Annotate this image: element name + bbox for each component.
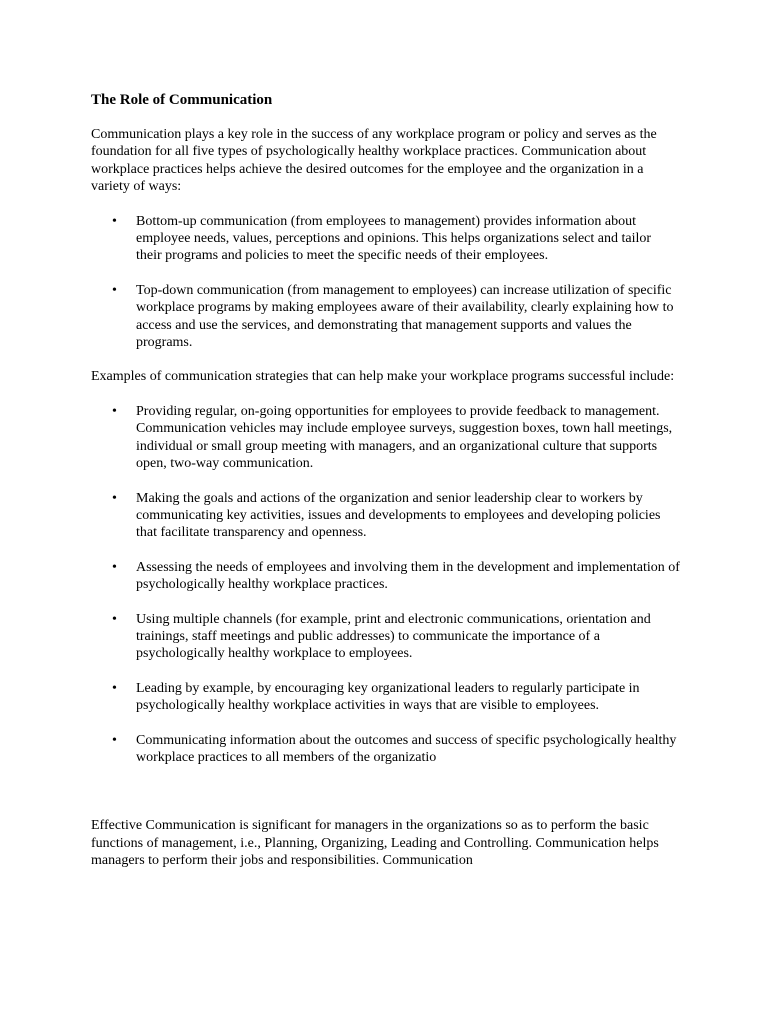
list-item: [91, 490, 680, 542]
bullet-icon: •: [112, 282, 117, 298]
list-item: [91, 611, 680, 663]
strategies-list: [91, 403, 680, 767]
list-item-text: Top-down communication (from management to employees) can increase utilization of specific workplace programs by making employees aware of their availability, clearly explaining how to access and use the services, and demonstrating that management supports and values the programs.: [136, 282, 674, 351]
bullet-icon: •: [112, 611, 117, 627]
bullet-icon: •: [112, 213, 117, 229]
list-item-text: Assessing the needs of employees and involving them in the development and implementation of psychologically healthy workplace practices.: [136, 559, 680, 593]
list-item-text: Leading by example, by encouraging key organizational leaders to regularly participate in psychologically healthy workplace activities in ways that are visible to employees.: [136, 680, 640, 714]
bullet-icon: •: [112, 680, 117, 696]
list-item: [91, 559, 680, 594]
communication-ways-list: [91, 213, 680, 352]
list-item: [91, 732, 680, 767]
intro-paragraph: Communication plays a key role in the success of any workplace program or policy and serves as the foundation for all five types of psychologically healthy workplace practices. Communication about workplace practices helps achieve the desired outcomes for the employee and the organization in a variety of ways:: [91, 127, 657, 195]
bullet-icon: •: [112, 490, 117, 506]
bullet-icon: •: [112, 559, 117, 575]
bullet-icon: •: [112, 403, 117, 419]
list-item: [91, 282, 680, 352]
list-item: [91, 403, 680, 473]
list-item: [91, 213, 680, 265]
list-item-text: Bottom-up communication (from employees to management) provides information about employee needs, values, perceptions and opinions. This helps organizations select and tailor their programs and policies to meet the specific needs of their employees.: [136, 213, 652, 264]
list-item-text: Making the goals and actions of the organization and senior leadership clear to workers by communicating key activities, issues and developments to employees and developing policies that facilitate transparency and openness.: [136, 490, 661, 541]
bullet-icon: •: [112, 732, 117, 748]
closing-paragraph: Effective Communication is significant for managers in the organizations so as to perform the basic functions of management, i.e., Planning, Organizing, Leading and Controlling. Communication helps managers to perform their jobs and responsibilities. Communication: [91, 818, 659, 869]
list-item-text: Providing regular, on-going opportunities for employees to provide feedback to management. Communication vehicles may include employee surveys, suggestion boxes, town hall meetings, individual or small group meeting with managers, and an organizational culture that supports open, two-way communication.: [136, 403, 673, 472]
list-item: [91, 680, 680, 715]
examples-paragraph: Examples of communication strategies that can help make your workplace programs successful include:: [91, 369, 675, 385]
list-item-text: Communicating information about the outcomes and success of specific psychologically healthy workplace practices to all members of the organizatio: [136, 732, 677, 765]
document-title: The Role of Communication: [91, 92, 273, 108]
list-item-text: Using multiple channels (for example, print and electronic communications, orientation and trainings, staff meetings and public addresses) to communicate the importance of a psychologically healthy workplace to employees.: [136, 611, 651, 662]
